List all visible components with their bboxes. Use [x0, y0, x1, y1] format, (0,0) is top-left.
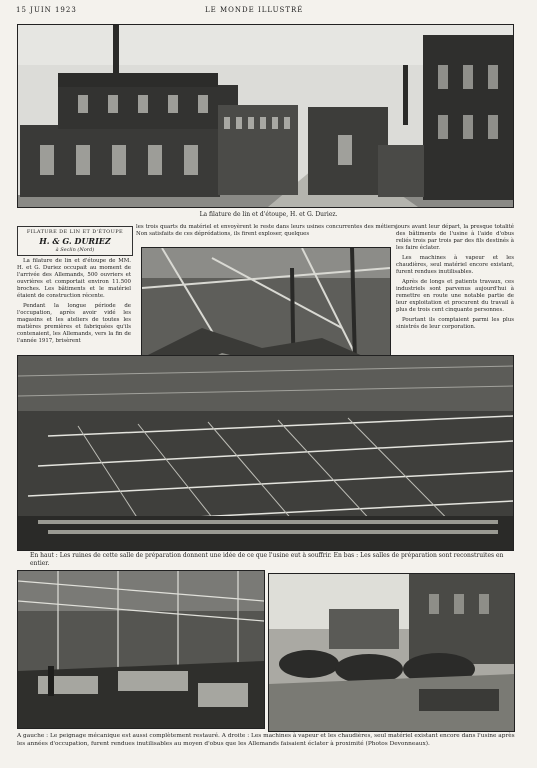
page-date: 15 JUIN 1923 [16, 6, 77, 14]
col3-paragraph: Pourtant ils comptaient parmi les plus sinistrés de leur corporation. [396, 317, 514, 330]
box-company-name: H. & G. DURIEZ [39, 236, 111, 246]
journal-title: LE MONDE ILLUSTRÉ [205, 6, 304, 14]
col1-paragraph: La filature de lin et d'étoupe de MM. H. et G. Duriez occupait au moment de l'arrivée des Allemands, 500 ouvriers et ouvrières et comportait environ 11.500 broches. Les bâtiments et le matériel étaient de construction récente. [17, 258, 131, 299]
top-photo-caption: La filature de lin et d'étoupe, H. et G. Duriez. [199, 211, 338, 218]
box-location: à Seclin (Nord) [55, 247, 95, 253]
article-column-1 [17, 258, 131, 348]
col2-paragraph: les trois quarts du matériel et envoyèrent le reste dans leurs usines concurrentes des métiers. Non satisfaits de ces déprédations, ils firent exploser, quelques [136, 224, 398, 237]
factory-exterior-photo [17, 24, 514, 208]
article-column-3 [396, 224, 514, 334]
preparation-room-photo [17, 355, 514, 551]
combing-room-photo [17, 570, 265, 729]
col3-paragraph: Après de longs et patients travaux, ces industriels sont parvenus aujourd'hui à remettre en route une notable partie de leur exploitation et procurent du travail à plus de trois cent cinquante personnes. [396, 279, 514, 313]
company-title-box [17, 226, 133, 256]
col3-paragraph: jours avant leur départ, la presque totalité des bâtiments de l'usine à l'aide d'obus reliés trois par trois par des fils destinés à les faire éclater. [396, 224, 514, 251]
middle-photo-caption: En haut : Les ruines de cette salle de préparation donnent une idée de ce que l'usine eut à souffrir. En bas : Les salles de préparation sont reconstruites en entier. [30, 552, 504, 567]
article-column-2 [136, 224, 398, 241]
box-line1: FILATURE DE LIN ET D'ÉTOUPE [26, 229, 124, 235]
col3-paragraph: Les machines à vapeur et les chaudières, seul matériel encore existant, furent rendues inutilisables. [396, 255, 514, 275]
col1-paragraph: Pendant la longue période de l'occupation, après avoir vidé les magasins et les ateliers de toutes les matières premières et fabriquées qu'ils contenaient, les Allemands, vers la fin de l'année 1917, brisèrent [17, 303, 131, 344]
steam-engines-photo [268, 573, 515, 732]
bottom-photo-caption: A gauche : Le peignage mécanique est aussi complètement restauré. A droite : Les machines à vapeur et les chaudières, seul matériel existant encore dans l'usine après les années d'occupation, furent rendues inutilisables au moyen d'obus que les Allemands faisaient éclater à proximité (Photos Devonneaux). [17, 733, 515, 747]
